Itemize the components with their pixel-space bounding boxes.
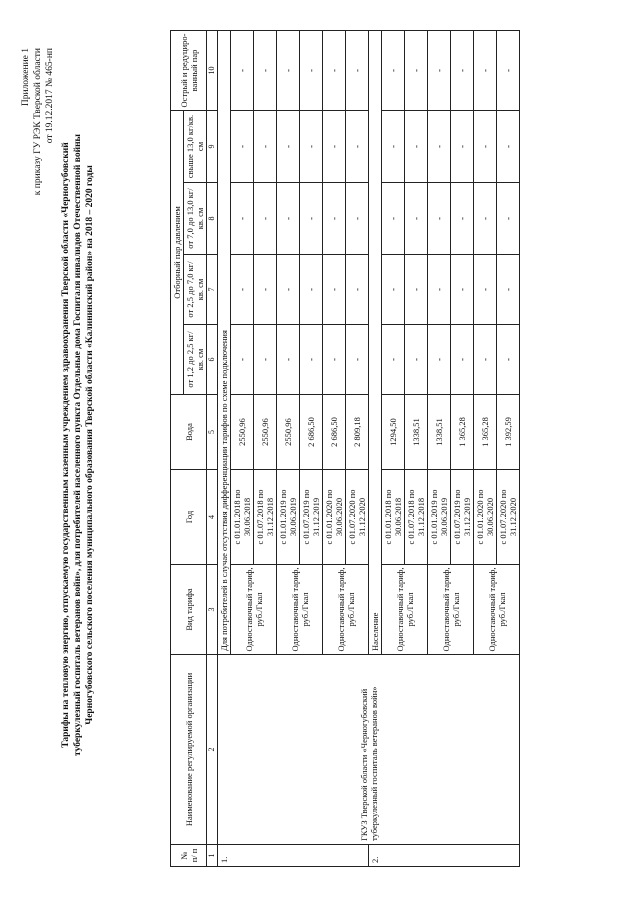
empty-tariff-cell: -	[382, 325, 405, 395]
tariff-period: с 01.01.2020 по 30.06.2020	[323, 470, 346, 565]
empty-tariff-cell: -	[254, 30, 277, 110]
empty-tariff-cell: -	[405, 110, 428, 182]
empty-tariff-cell: -	[323, 183, 346, 255]
empty-tariff-cell: -	[405, 183, 428, 255]
empty-tariff-cell: -	[231, 325, 254, 395]
col-number: 6	[207, 325, 218, 395]
tariff-period: с 01.07.2019 по 31.12.2019	[300, 470, 323, 565]
empty-tariff-cell: -	[382, 255, 405, 325]
empty-tariff-cell: -	[300, 30, 323, 110]
empty-tariff-cell: -	[474, 30, 497, 110]
water-tariff: 2550,96	[277, 395, 300, 470]
appendix-order: к приказу ГУ РЭК Тверской области	[33, 48, 43, 196]
empty-tariff-cell: -	[497, 183, 520, 255]
tariff-period: с 01.07.2018 по 31.12.2018	[254, 470, 277, 565]
tariff-kind: Одноставочный тариф, руб./Гкал	[382, 565, 428, 655]
heading-line: Тарифы на тепловую энергию, отпускаемую государственным казенным учреждением здравоохранения Тверской области «Черногубовский	[61, 142, 71, 748]
tariff-period: с 01.01.2018 по 30.06.2018	[231, 470, 254, 565]
col-number: 8	[207, 183, 218, 255]
col-number: 10	[207, 30, 218, 110]
water-tariff: 1 365,28	[451, 395, 474, 470]
empty-tariff-cell: -	[405, 325, 428, 395]
document-heading	[60, 85, 96, 805]
appendix-note	[20, 48, 56, 195]
header-num: № п/ п	[171, 845, 207, 867]
empty-tariff-cell: -	[405, 255, 428, 325]
heading-line: Черногубовского сельского поселения муниципального образования Тверской области «Калининский район» на 2018 – 2020 годы	[85, 165, 95, 725]
empty-tariff-cell: -	[451, 325, 474, 395]
tariff-period: с 01.07.2020 по 31.12.2020	[346, 470, 369, 565]
col-number: 5	[207, 395, 218, 470]
table-body	[218, 30, 520, 866]
section-title: Для потребителей в случае отсутствия дифференциации тарифов по схеме подключения	[218, 30, 231, 654]
col-number: 1	[207, 845, 218, 867]
empty-tariff-cell: -	[382, 30, 405, 110]
empty-tariff-cell: -	[254, 325, 277, 395]
heading-line: туберкулезный госпиталь ветеранов войн», для потребителей населенного пункта Отдельные дома Госпиталя инвалидов Отечественной войны	[73, 134, 83, 756]
empty-tariff-cell: -	[382, 110, 405, 182]
empty-tariff-cell: -	[497, 325, 520, 395]
tariff-period: с 01.07.2020 по 31.12.2020	[497, 470, 520, 565]
col-number: 2	[207, 655, 218, 845]
header-pressure-2: от 2,5 до 7,0 кг/кв. см	[184, 255, 207, 325]
empty-tariff-cell: -	[428, 255, 451, 325]
header-pressure-1: от 1,2 до 2,5 кг/кв. см	[184, 325, 207, 395]
col-number: 7	[207, 255, 218, 325]
empty-tariff-cell: -	[277, 183, 300, 255]
tariff-period: с 01.01.2018 по 30.06.2018	[382, 470, 405, 565]
empty-tariff-cell: -	[405, 30, 428, 110]
column-number-row	[207, 30, 218, 866]
tariff-period: с 01.01.2019 по 30.06.2019	[277, 470, 300, 565]
empty-tariff-cell: -	[451, 255, 474, 325]
empty-tariff-cell: -	[428, 325, 451, 395]
empty-tariff-cell: -	[300, 255, 323, 325]
tariff-kind: Одноставочный тариф, руб./Гкал	[231, 565, 277, 655]
empty-tariff-cell: -	[323, 255, 346, 325]
empty-tariff-cell: -	[323, 325, 346, 395]
water-tariff: 2550,96	[231, 395, 254, 470]
empty-tariff-cell: -	[382, 183, 405, 255]
tariff-period: с 01.01.2019 по 30.06.2019	[428, 470, 451, 565]
empty-tariff-cell: -	[428, 183, 451, 255]
empty-tariff-cell: -	[277, 255, 300, 325]
empty-tariff-cell: -	[277, 30, 300, 110]
empty-tariff-cell: -	[451, 30, 474, 110]
water-tariff: 2550,96	[254, 395, 277, 470]
header-water: Вода	[171, 395, 207, 470]
empty-tariff-cell: -	[346, 325, 369, 395]
section-number: 1.	[218, 845, 369, 867]
empty-tariff-cell: -	[346, 183, 369, 255]
water-tariff: 1338,51	[428, 395, 451, 470]
tariff-period: с 01.07.2018 по 31.12.2018	[405, 470, 428, 565]
col-number: 4	[207, 470, 218, 565]
appendix-title: Приложение 1	[21, 48, 31, 107]
empty-tariff-cell: -	[346, 30, 369, 110]
tariff-kind: Одноставочный тариф, руб./Гкал	[277, 565, 323, 655]
empty-tariff-cell: -	[231, 110, 254, 182]
header-pressure-4: свыше 13,0 кг/кв. см	[184, 110, 207, 182]
organization-name: ГКУЗ Тверской области «Черногубовский туберкулезный госпиталь ветеранов войн»	[218, 655, 520, 845]
empty-tariff-cell: -	[231, 30, 254, 110]
empty-tariff-cell: -	[474, 325, 497, 395]
tariff-period: с 01.01.2020 по 30.06.2020	[474, 470, 497, 565]
water-tariff: 2 686,50	[323, 395, 346, 470]
empty-tariff-cell: -	[254, 183, 277, 255]
empty-tariff-cell: -	[300, 110, 323, 182]
header-kind: Вид тарифа	[171, 565, 207, 655]
empty-tariff-cell: -	[231, 255, 254, 325]
empty-tariff-cell: -	[474, 110, 497, 182]
header-steam: Отборный пар давлением	[171, 110, 184, 394]
header-pressure-3: от 7,0 до 13,0 кг/кв. см	[184, 183, 207, 255]
water-tariff: 1338,51	[405, 395, 428, 470]
empty-tariff-cell: -	[300, 325, 323, 395]
tariff-table	[170, 30, 520, 867]
water-tariff: 2 686,50	[300, 395, 323, 470]
empty-tariff-cell: -	[346, 110, 369, 182]
empty-tariff-cell: -	[451, 183, 474, 255]
empty-tariff-cell: -	[428, 30, 451, 110]
section-title: Население	[369, 30, 382, 654]
empty-tariff-cell: -	[451, 110, 474, 182]
water-tariff: 1294,50	[382, 395, 405, 470]
section-row	[218, 30, 231, 866]
water-tariff: 1 365,28	[474, 395, 497, 470]
empty-tariff-cell: -	[346, 255, 369, 325]
water-tariff: 1 392,59	[497, 395, 520, 470]
empty-tariff-cell: -	[277, 110, 300, 182]
tariff-period: с 01.07.2019 по 31.12.2019	[451, 470, 474, 565]
section-number: 2.	[369, 845, 520, 867]
header-org: Наименование регулируемой организации	[171, 655, 207, 845]
empty-tariff-cell: -	[323, 110, 346, 182]
empty-tariff-cell: -	[323, 30, 346, 110]
water-tariff: 2 809,18	[346, 395, 369, 470]
empty-tariff-cell: -	[300, 183, 323, 255]
empty-tariff-cell: -	[497, 110, 520, 182]
header-year: Год	[171, 470, 207, 565]
empty-tariff-cell: -	[254, 110, 277, 182]
empty-tariff-cell: -	[497, 255, 520, 325]
tariff-kind: Одноставочный тариф, руб./Гкал	[323, 565, 369, 655]
empty-tariff-cell: -	[497, 30, 520, 110]
header-sharp-steam: Острый и редуциро- ванный пар	[171, 30, 207, 110]
empty-tariff-cell: -	[277, 325, 300, 395]
empty-tariff-cell: -	[474, 183, 497, 255]
empty-tariff-cell: -	[428, 110, 451, 182]
tariff-kind: Одноставочный тариф, руб./Гкал	[428, 565, 474, 655]
col-number: 9	[207, 110, 218, 182]
empty-tariff-cell: -	[254, 255, 277, 325]
col-number: 3	[207, 565, 218, 655]
empty-tariff-cell: -	[474, 255, 497, 325]
tariff-kind: Одноставочный тариф, руб./Гкал	[474, 565, 520, 655]
empty-tariff-cell: -	[231, 183, 254, 255]
appendix-date: от 19.12.2017 № 465-нп	[45, 48, 55, 144]
